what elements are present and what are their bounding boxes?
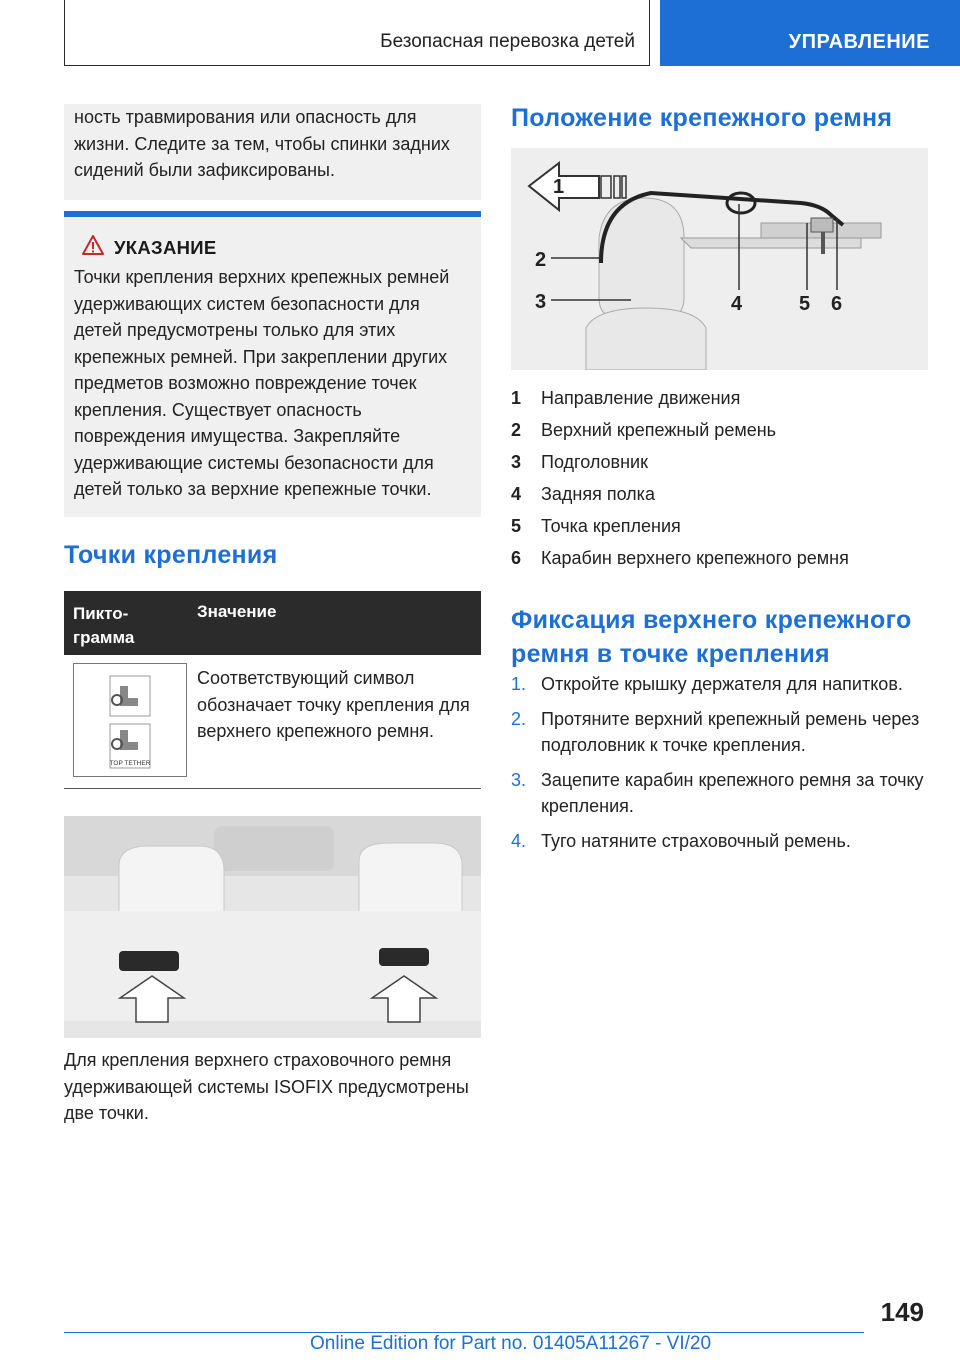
list-item: 4 Задняя полка: [511, 483, 655, 504]
pictogram-table: [64, 591, 481, 791]
diagram-legend: [511, 382, 928, 574]
attach-steps-list: [511, 671, 928, 862]
strap-position-diagram: [511, 148, 928, 370]
photo-caption: Для крепления верхнего страховочного ремня удерживающей системы ISOFIX предусмотрены две точки.: [64, 1050, 469, 1123]
rear-shelf-photo: [64, 816, 481, 1038]
diagram-label-5: 5: [799, 293, 811, 315]
diagram-label-4: 4: [731, 293, 743, 315]
note-label: УКАЗАНИЕ: [114, 236, 217, 258]
table-header: [64, 591, 481, 655]
step-item: 2. Протяните верхний крепежный ремень через подголовник к точке крепления.: [511, 708, 920, 755]
top-tether-pictogram: [73, 663, 187, 777]
list-item: 5 Точка крепления: [511, 515, 681, 536]
note-box: [64, 217, 481, 517]
table-header-pictogram: Пикто-грамма: [73, 604, 135, 647]
header-section-label: УПРАВЛЕНИЕ: [788, 31, 930, 53]
step-item: 3. Зацепите карабин крепежного ремня за точку крепления.: [511, 769, 924, 816]
list-item: 2 Верхний крепежный ремень: [511, 419, 777, 440]
warning-triangle-icon: [82, 235, 104, 260]
warning-continued-box: [64, 104, 481, 200]
table-header-meaning: Значение: [197, 602, 277, 621]
warning-continued-text: ность травмирования или опасность для жизни. Следите за тем, чтобы спинки задних сидений были зафиксированы.: [74, 107, 450, 180]
diagram-label-6: 6: [831, 293, 843, 315]
header-title-box: [64, 0, 650, 66]
footer-edition: Online Edition for Part no. 01405A11267 - VI/20: [310, 1333, 712, 1354]
header-section-tab[interactable]: [660, 0, 960, 66]
top-tether-icon-label: TOP TETHER: [109, 760, 151, 767]
attach-strap-heading: Фиксация верхнего крепежного ремня в точке крепления: [511, 606, 912, 668]
table-value-text: Соответствующий символ обозначает точку крепления для верхнего крепежного ремня.: [197, 668, 470, 741]
diagram-label-1: 1: [553, 176, 565, 198]
strap-position-heading: Положение крепежного ремня: [511, 104, 893, 132]
anchor-points-heading: Точки крепления: [64, 541, 278, 569]
list-item: 6 Карабин верхнего крепежного ремня: [511, 547, 849, 568]
step-item: 4. Туго натяните страховочный ремень.: [511, 830, 851, 851]
note-text: Точки крепления верхних крепежных ремней удерживающих систем безопасности для детей предусмотрены только для этих крепежных ремней. При закреплении других предметов возможно повреждение точек крепления. Существует опасность повреждения имущества. Закрепляйте удерживающие системы безопасности для детей только за верхние крепежные точки.: [74, 267, 450, 499]
diagram-label-2: 2: [535, 249, 547, 271]
header-title: Безопасная перевозка детей: [380, 31, 635, 52]
table-row: [64, 655, 481, 791]
step-item: 1. Откройте крышку держателя для напитков.: [511, 674, 903, 694]
page-number: 149: [880, 1297, 924, 1327]
list-item: 3 Подголовник: [511, 451, 648, 472]
note-header: [82, 235, 471, 260]
table-bottom-rule: [64, 788, 481, 789]
diagram-label-3: 3: [535, 291, 547, 313]
list-item: 1 Направление движения: [511, 387, 741, 408]
